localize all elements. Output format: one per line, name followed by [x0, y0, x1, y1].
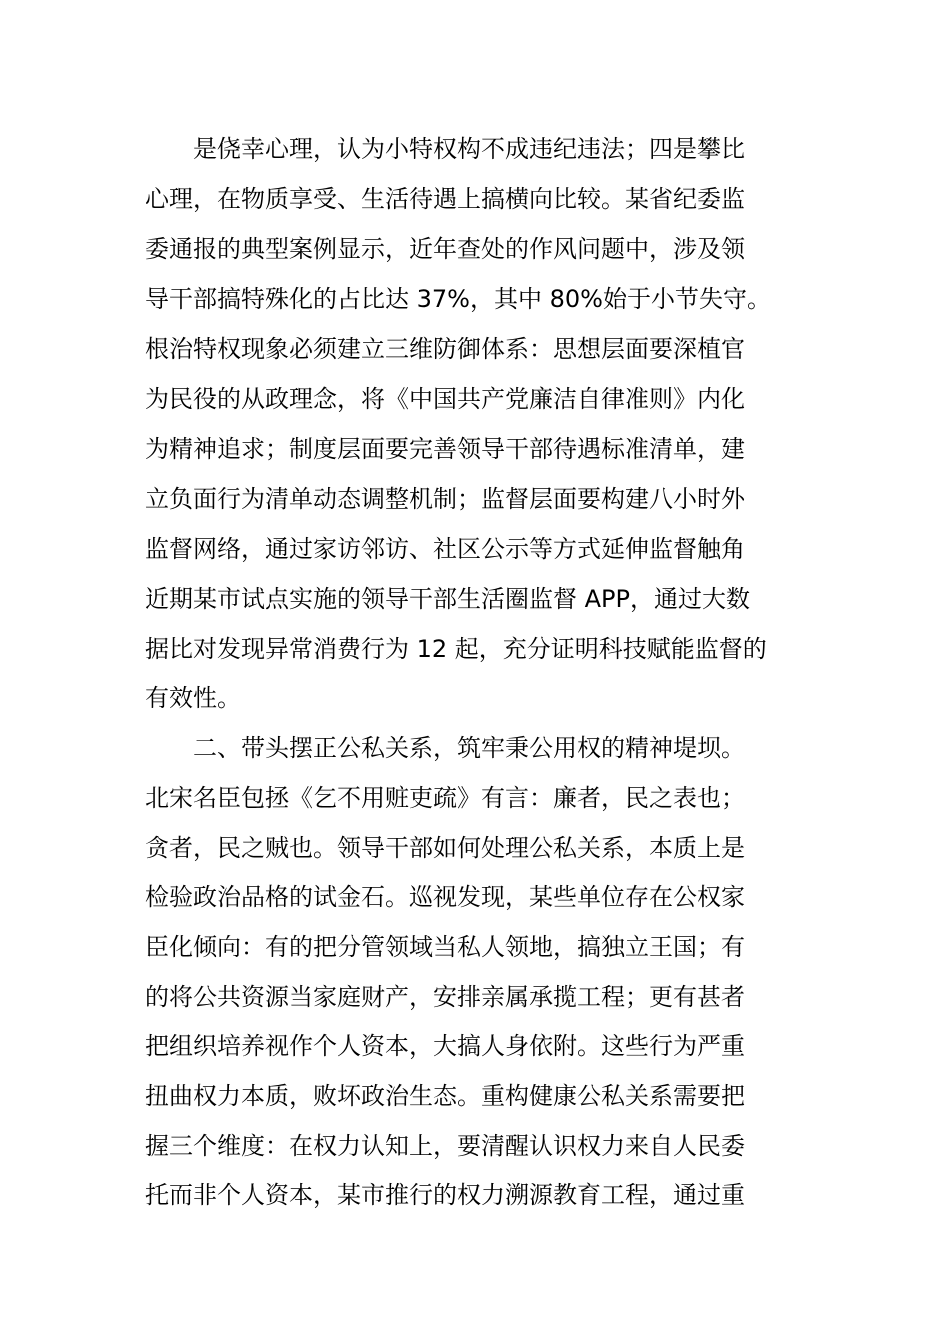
- text-line-10: 近期某市试点实施的领导干部生活圈监督 APP，通过大数: [145, 585, 750, 613]
- text-line-2: 心理，在物质享受、生活待遇上搞横向比较。某省纪委监: [145, 185, 745, 213]
- text-line-7: 为精神追求；制度层面要完善领导干部待遇标准清单，建: [145, 435, 745, 463]
- text-line-6: 为民役的从政理念，将《中国共产党廉洁自律准则》内化: [145, 385, 745, 413]
- text-line-11: 据比对发现异常消费行为 12 起，充分证明科技赋能监督的: [145, 635, 767, 663]
- text-line-16: 检验政治品格的试金石。巡视发现，某些单位存在公权家: [145, 883, 745, 911]
- text-line-19: 把组织培养视作个人资本，大搞人身依附。这些行为严重: [145, 1032, 745, 1060]
- text-line-9: 监督网络，通过家访邻访、社区公示等方式延伸监督触角: [145, 535, 745, 563]
- text-line-21: 握三个维度：在权力认知上，要清醒认识权力来自人民委: [145, 1132, 745, 1160]
- text-line-5: 根治特权现象必须建立三维防御体系：思想层面要深植官: [145, 335, 745, 363]
- text-line-14: 北宋名臣包拯《乞不用赃吏疏》有言：廉者，民之表也；: [145, 784, 745, 812]
- text-line-12: 有效性。: [145, 684, 241, 712]
- section-heading: 二、带头摆正公私关系，筑牢秉公用权的精神堤坝。: [193, 734, 745, 762]
- text-line-4: 导干部搞特殊化的占比达 37%，其中 80%始于小节失守。: [145, 285, 771, 313]
- text-line-3: 委通报的典型案例显示，近年查处的作风问题中，涉及领: [145, 235, 745, 263]
- text-line-8: 立负面行为清单动态调整机制；监督层面要构建八小时外: [145, 485, 745, 513]
- text-line-15: 贪者，民之贼也。领导干部如何处理公私关系，本质上是: [145, 834, 745, 862]
- text-line-22: 托而非个人资本，某市推行的权力溯源教育工程，通过重: [145, 1181, 745, 1209]
- text-line-18: 的将公共资源当家庭财产，安排亲属承揽工程；更有甚者: [145, 983, 745, 1011]
- text-line-20: 扭曲权力本质，败坏政治生态。重构健康公私关系需要把: [145, 1082, 745, 1110]
- text-line-1: 是侥幸心理，认为小特权构不成违纪违法；四是攀比: [193, 135, 745, 163]
- text-line-17: 臣化倾向：有的把分管领域当私人领地，搞独立王国；有: [145, 933, 745, 961]
